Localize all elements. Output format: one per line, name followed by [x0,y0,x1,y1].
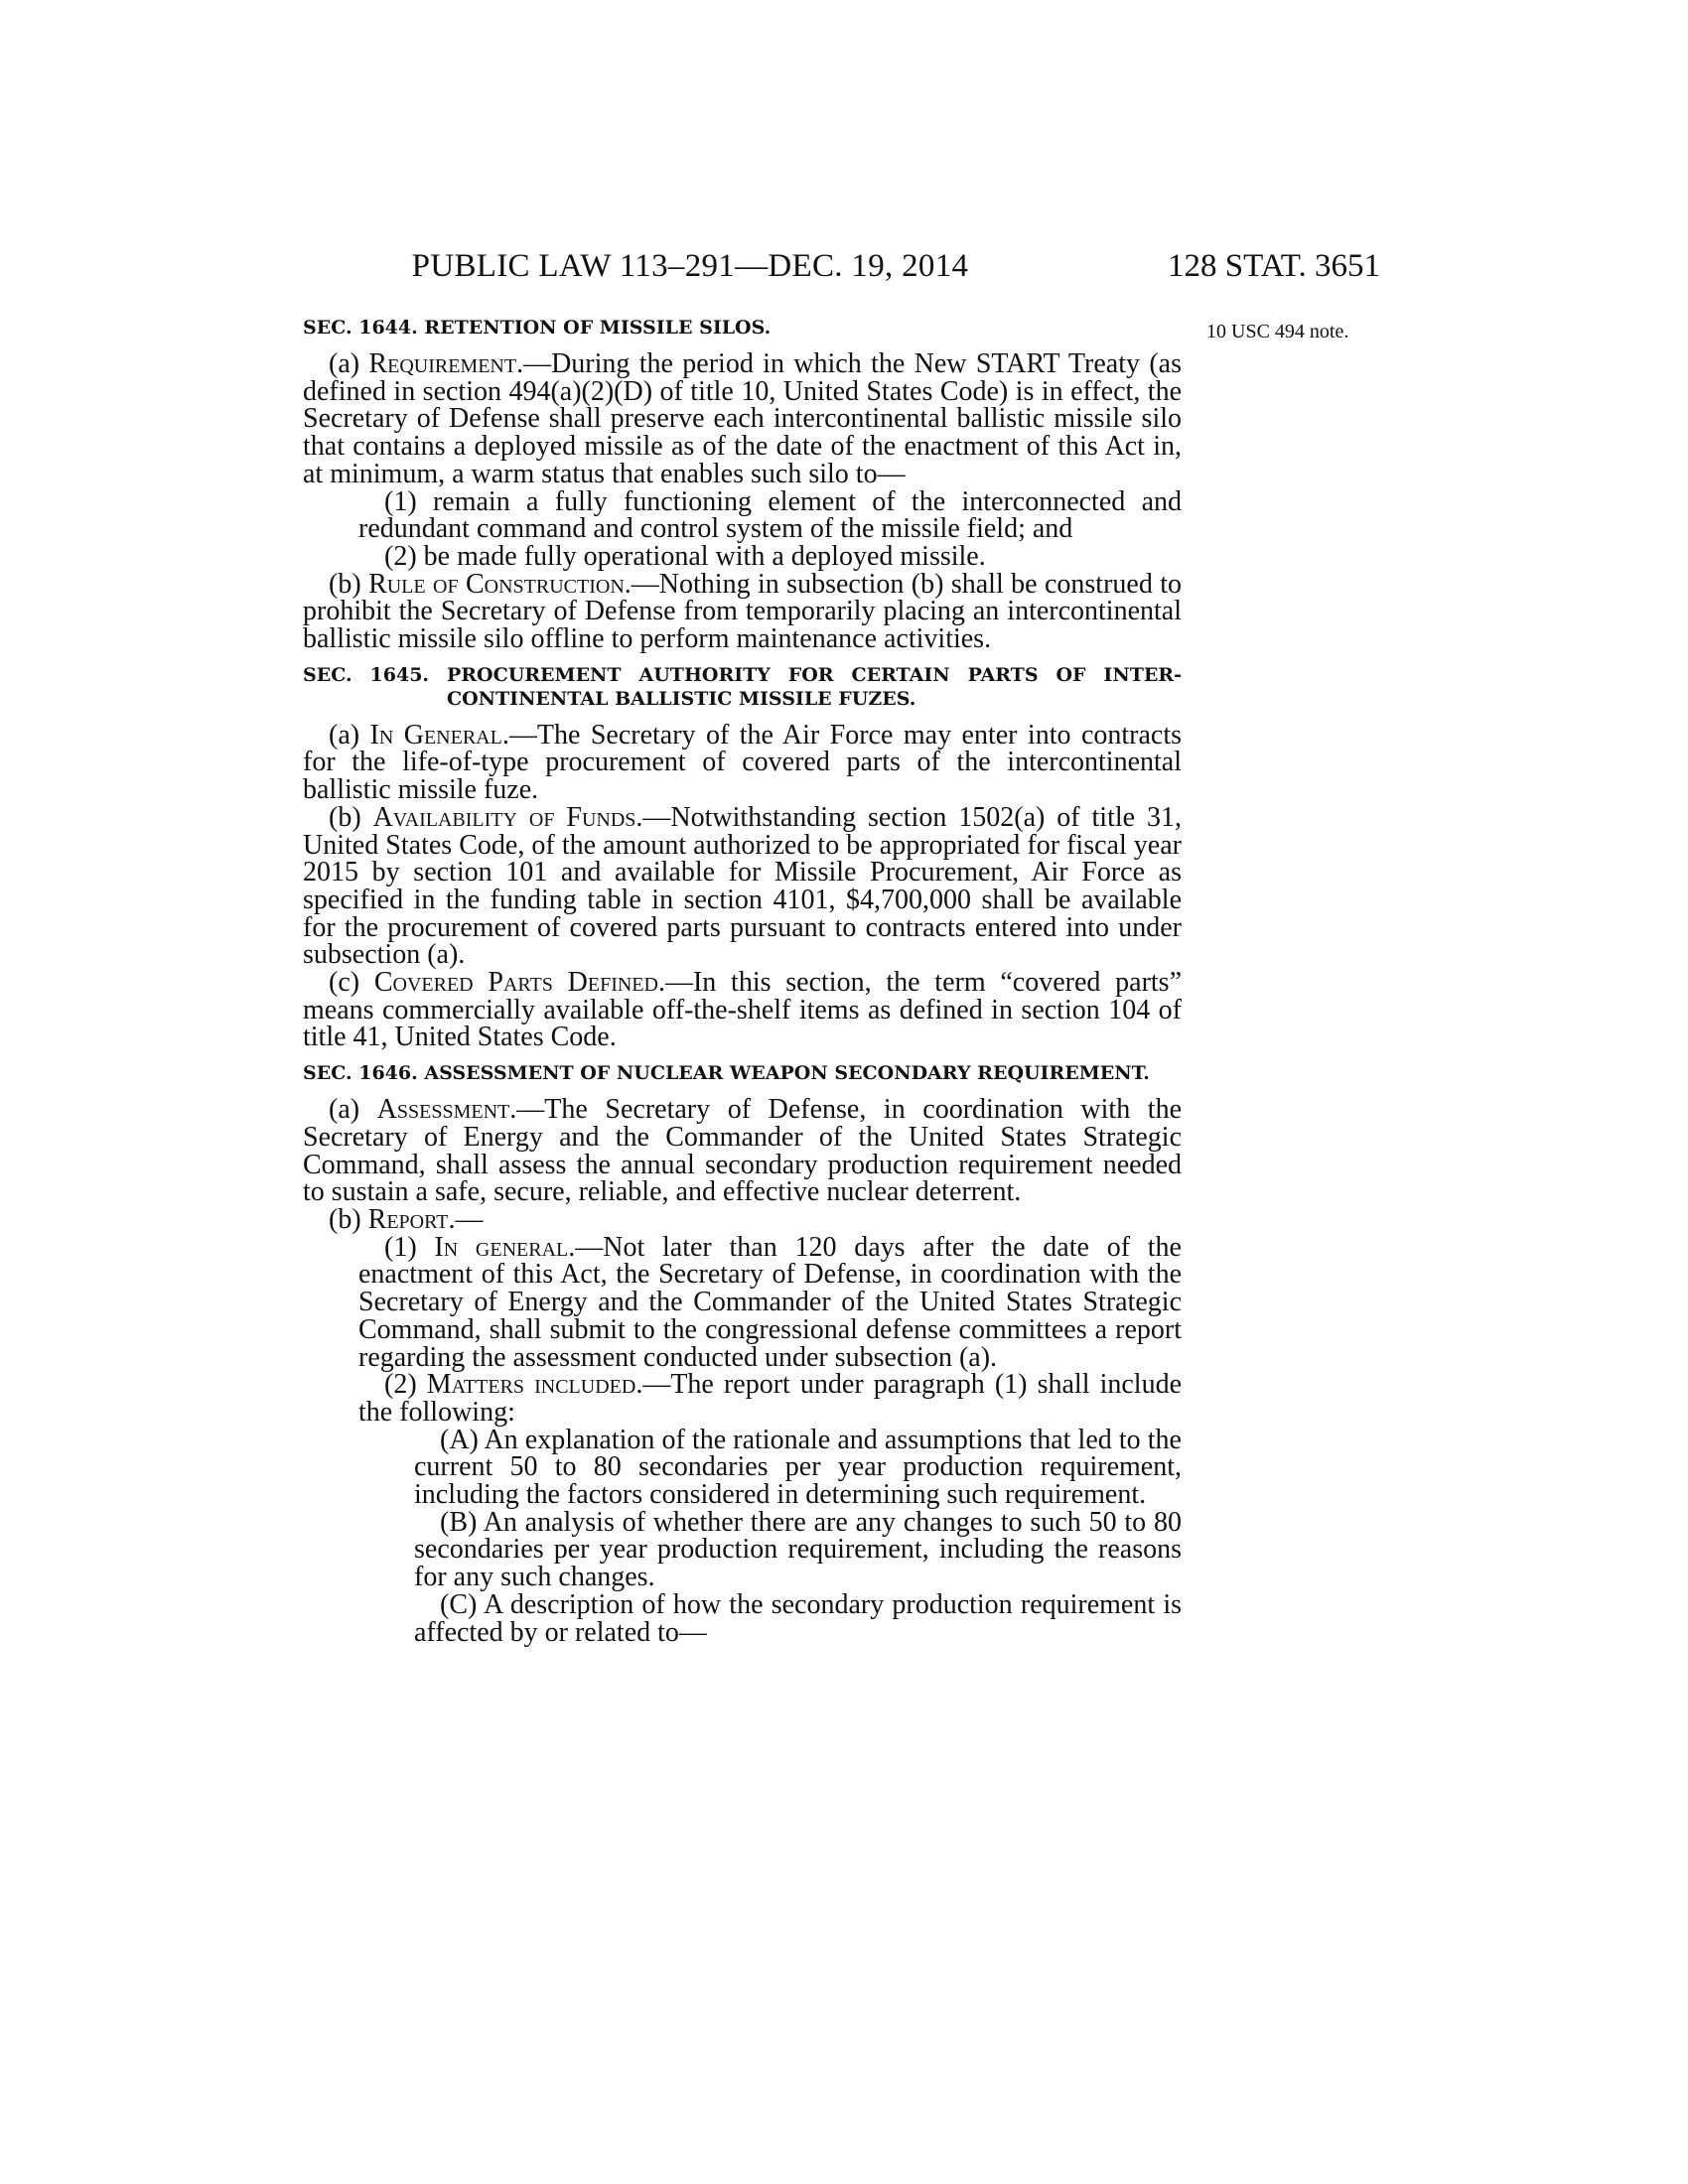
section-1645-c [303,969,1182,1051]
section-1644-a [303,350,1182,488]
section-1646-b-1 [303,1231,1182,1373]
para-text: .—The report under paragraph (1) shall include the following: [358,1369,1182,1428]
para-label: (b) [329,801,373,833]
para-caption: Requirement [368,348,517,379]
para-text: .—The Secretary of the Air Force may enter into contracts for the life-of-type procurement of covered parts of the intercontinental ballistic missile fuze. [303,719,1183,806]
para-text: .—Nothing in subsection (b) shall be construed to prohibit the Secretary of Defense from temporarily placing an intercontinental ballistic missile silo offline to perform maintenance activities. [303,568,1182,655]
para-caption: Assessment [376,1094,510,1126]
section-1644-a-1: (1) remain a fully functioning element of the interconnected and redundant command and control system of the missile field; and [358,485,1182,545]
para-caption: Covered Parts Defined [373,967,658,999]
section-1646-b-2-B: (B) An analysis of whether there are any changes to such 50 to 80 secondaries per year production requirement, including the reasons for any such changes. [414,1506,1182,1593]
section-1644-a-2: (2) be made fully operational with a deployed missile. [384,540,986,572]
para-label: (1) [384,1231,435,1263]
para-caption: Rule of Construction [368,568,625,600]
para-label: (b) [329,1203,368,1235]
section-1645-heading: SEC. 1645. PROCUREMENT AUTHORITY FOR CERTAIN PARTS OF INTERCONTINENTAL BALLISTIC MISSILE FUZES. [303,663,1182,710]
section-1645-a [303,719,1183,806]
para-caption: In General [369,719,502,751]
section-1646-b-2-C: (C) A description of how the secondary production requirement is affected by or related to— [414,1588,1182,1648]
para-caption: In general [434,1231,569,1263]
para-caption: Matters included [426,1369,636,1401]
section-1645-b [303,801,1182,971]
para-label: (a) [329,719,370,751]
section-1646-b-2-A: (A) An explanation of the rationale and assumptions that led to the current 50 to 80 secondaries per year production requirement, including the factors considered in determining such requirement. [414,1424,1182,1511]
running-head: PUBLIC LAW 113–291—DEC. 19, 2014 [411,248,969,284]
section-1646-b [303,1203,1182,1235]
para-text: .—The Secretary of Defense, in coordination with the Secretary of Energy and the Commander of the United States Strategic Command, shall assess the annual secondary production requirement needed to sustain a safe, secure, reliable, and effective nuclear deterrent. [303,1094,1182,1208]
section-1646-heading: SEC. 1646. ASSESSMENT OF NUCLEAR WEAPON SECONDARY REQUIREMENT. [303,1062,1150,1085]
section-1646-a [303,1096,1182,1206]
page-header [328,248,1380,288]
margin-note: 10 USC 494 note. [1206,321,1349,342]
para-label: (2) [384,1369,427,1401]
section-1644-b [303,568,1182,655]
para-label: (b) [329,568,369,600]
para-text: .—During the period in which the New START Treaty (as defined in section 494(a)(2)(D) of title 10, United States Code) is in effect, the Secretary of Defense shall preserve each intercontinental ballistic missile silo that contains a deployed missile as of the date of the enactment of this Act in, at minimum, a warm status that enables such silo to— [303,348,1182,489]
para-caption: Report [367,1203,449,1235]
para-caption: Availability of Funds [372,801,636,833]
statute-citation: 128 STAT. 3651 [1167,248,1380,284]
para-text: .— [448,1203,484,1235]
para-label: (a) [329,1094,377,1126]
para-text: .—Notwithstanding section 1502(a) of title 31, United States Code, of the amount authorized to be appropriated for fiscal year 2015 by section 101 and available for Missile Procurement, Air Force as specified in the funding table in section 4101, $4,700,000 shall be available for the procurement of covered parts pursuant to contracts entered into under subsection (a). [303,801,1182,971]
document-body [303,316,1182,1646]
para-label: (a) [329,348,369,379]
para-text: .—Not later than 120 days after the date of the enactment of this Act, the Secretary of Defense, in coordination with the Secretary of Energy and the Commander of the United States Strategic Command, shall submit to the congressional defense committees a report regarding the assessment conducted under subsection (a). [358,1231,1182,1373]
section-1646-b-2 [303,1371,1182,1426]
para-text: .—In this section, the term “covered parts” means commercially available off-the-shelf items as defined in section 104 of title 41, United States Code. [303,967,1183,1053]
para-label: (c) [329,967,374,999]
section-1644-heading: SEC. 1644. RETENTION OF MISSILE SILOS. [303,317,772,339]
